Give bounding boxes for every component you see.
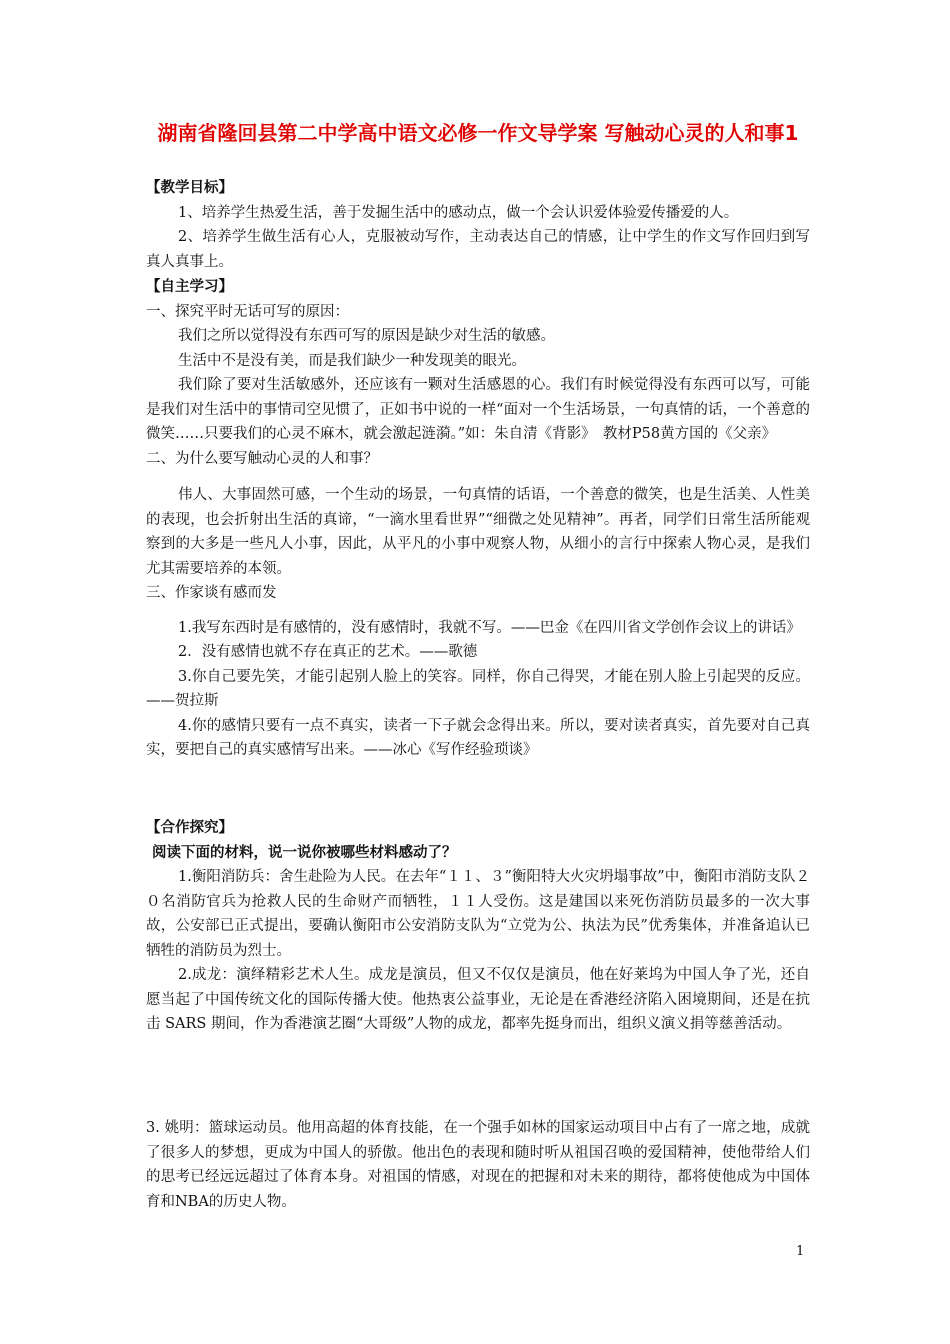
quote-2: 2．没有感情也就不存在真正的艺术。——歌德 — [178, 644, 478, 660]
paragraph: 伟人、大事固然可感，一个生动的场景，一句真情的话语，一个善意的微笑，也是生活美、人性美的表现，也会折射出生活的真谛，“一滴水里看世界”“细微之处见精神”。再者，同学们日常生活所能观察到的大多是一些凡人小事，因此，从平凡的小事中观察人物，从细小的言行中探索人物心灵，是我们尤其需要培养的本领。 — [146, 487, 810, 577]
material-2: 2.成龙：演绎精彩艺术人生。成龙是演员，但又不仅仅是演员，他在好莱坞为中国人争了光，还自愿当起了中国传统文化的国际传播大使。他热衷公益事业，无论是在香港经济陷入困境期间，还是在抗击 SARS 期间，作为香港演艺圈“大哥级”人物的成龙，都率先挺身而出，组织义演义捐等慈善活动。 — [146, 967, 810, 1032]
section-self-study — [146, 275, 810, 763]
document-title: 湖南省隆回县第二中学高中语文必修一作文导学案 写触动心灵的人和事1 — [157, 121, 799, 145]
material-3: 3. 姚明：篮球运动员。他用高超的体育技能，在一个强手如林的国家运动项目中占有了一席之地，成就了很多人的梦想，更成为中国人的骄傲。他出色的表现和随时听从祖国召唤的爱国精神，使他带给人们的思考已经远远超过了体育本身。对祖国的情感，对现在的把握和对未来的期待，都将使他成为中国体育和NBA的历史人物。 — [146, 1120, 810, 1210]
paragraph: 我们除了要对生活敏感外，还应该有一颗对生活感恩的心。我们有时候觉得没有东西可以写，可能是我们对生活中的事情司空见惯了，正如书中说的一样“面对一个生活场景，一句真情的话，一个善意的微笑……只要我们的心灵不麻木，就会激起涟漪。”如：朱自清《背影》 教材P58黄方国的《父亲》 — [146, 377, 810, 442]
page-number: 1 — [796, 1244, 805, 1259]
quote-3: 3.你自己要先笑，才能引起别人脸上的笑容。同样，你自己得哭，才能在别人脸上引起哭的反应。——贺拉斯 — [146, 668, 810, 709]
section-heading: 【自主学习】 — [146, 279, 233, 295]
material-1: 1.衡阳消防兵：舍生赴险为人民。在去年“１１、３”衡阳特大火灾坍塌事故”中，衡阳市消防支队２０名消防官兵为抢救人民的生命财产而牺牲，１１人受伤。这是建国以来死伤消防员最多的一次大事故，公安部已正式提出，要确认衡阳市公安消防支队为“立党为公、执法为民”优秀集体，并准备追认已牺牲的消防员为烈士。 — [146, 869, 810, 959]
goal-2: 2、培养学生做生活有心人，克服被动写作，主动表达自己的情感，让中学生的作文写作回归到写真人真事上。 — [146, 229, 810, 270]
paragraph: 我们之所以觉得没有东西可写的原因是缺少对生活的敏感。 — [178, 328, 555, 344]
quote-4: 4.你的感情只要有一点不真实，读者一下子就会念得出来。所以，要对读者真实，首先要对自己真实，要把自己的真实感情写出来。——冰心《写作经验琐谈》 — [146, 717, 810, 758]
question-3: 三、作家谈有感而发 — [146, 585, 277, 601]
paragraph: 生活中不是没有美，而是我们缺少一种发现美的眼光。 — [178, 352, 526, 369]
reading-prompt: 阅读下面的材料，说一说你被哪些材料感动了？ — [152, 844, 457, 861]
section-cooperative-inquiry — [146, 816, 810, 1037]
section-heading: 【教学目标】 — [146, 180, 233, 196]
question-2: 二、为什么要写触动心灵的人和事？ — [146, 450, 378, 467]
question-1: 一、探究平时无话可写的原因： — [146, 303, 349, 320]
section-heading: 【合作探究】 — [146, 820, 233, 836]
section-teaching-goals — [146, 176, 810, 274]
goal-1: 1、培养学生热爱生活，善于发掘生活中的感动点，做一个会认识爱体验爱传播爱的人。 — [178, 204, 739, 221]
quote-1: 1.我写东西时是有感情的，没有感情时，我就不写。——巴金《在四川省文学创作会议上的讲话》 — [178, 619, 801, 636]
